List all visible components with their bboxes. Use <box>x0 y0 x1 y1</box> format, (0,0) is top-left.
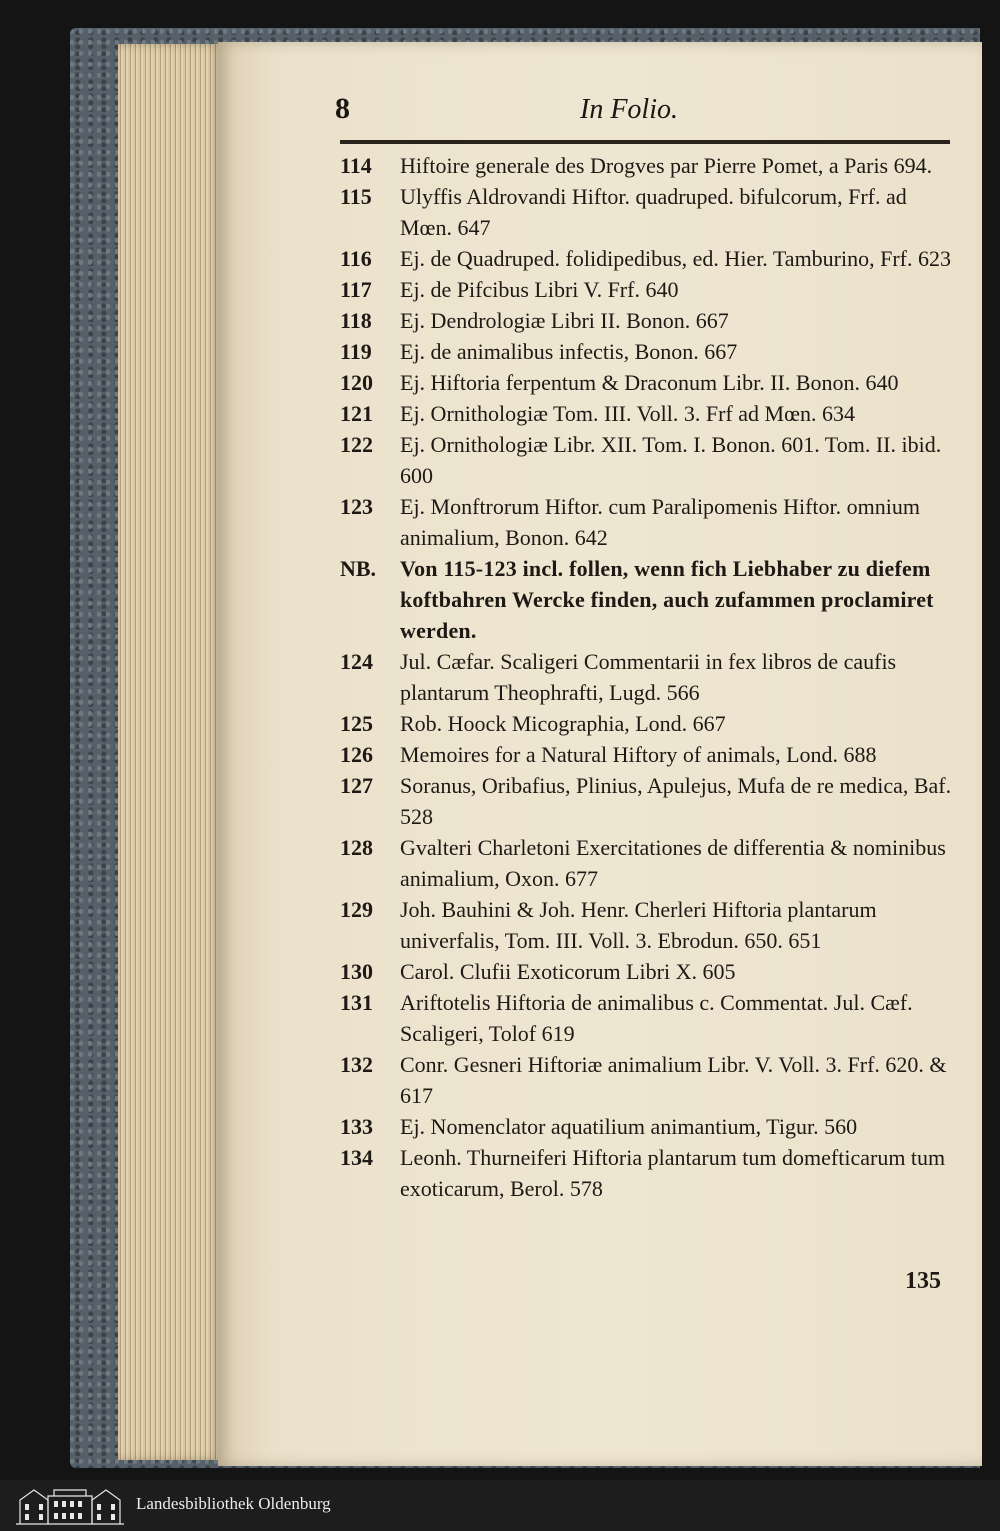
catalog-entry <box>340 429 960 491</box>
entry-number: 125 <box>340 711 373 736</box>
page-number: 8 <box>335 92 350 125</box>
catalog-entry <box>340 398 960 429</box>
entry-text: Leonh. Thurneiferi Hiftoria plantarum tum domefticarum tum exoticarum, Berol. 578 <box>400 1145 946 1201</box>
catalog-entry <box>340 1111 960 1142</box>
page-header <box>335 92 965 136</box>
entry-number: 127 <box>340 773 373 798</box>
catalog-entry <box>340 367 960 398</box>
entry-number: 132 <box>340 1052 373 1077</box>
catalog-entry <box>340 1142 960 1204</box>
entry-text: Ej. Ornithologiæ Tom. III. Voll. 3. Frf ad Mœn. 634 <box>400 401 855 426</box>
entry-text: Ej. Dendrologiæ Libri II. Bonon. 667 <box>400 308 729 333</box>
catalog-entry <box>340 708 960 739</box>
catalog-entry <box>340 305 960 336</box>
library-building-icon <box>14 1484 126 1526</box>
page-edges <box>118 44 222 1460</box>
entry-text: Hiftoire generale des Drogves par Pierre Pomet, a Paris 694. <box>400 153 933 178</box>
entry-text: Gvalteri Charletoni Exercitationes de differentia & nominibus animalium, Oxon. 677 <box>400 835 946 891</box>
catalog-entry <box>340 739 960 770</box>
library-footer <box>0 1480 1000 1531</box>
entry-text: Ej. Monftrorum Hiftor. cum Paralipomenis Hiftor. omnium animalium, Bonon. 642 <box>400 494 920 550</box>
entry-number: 122 <box>340 432 373 457</box>
header-rule <box>340 140 950 144</box>
entry-text: Ej. de Quadruped. folidipedibus, ed. Hier. Tamburino, Frf. 623 <box>400 246 952 271</box>
nota-bene-note <box>340 553 960 646</box>
entry-text: Rob. Hoock Micographia, Lond. 667 <box>400 711 726 736</box>
entry-text: Joh. Bauhini & Joh. Henr. Cherleri Hiftoria plantarum univerfalis, Tom. III. Voll. 3. Ebrodun. 650. 651 <box>400 897 877 953</box>
catchword: 135 <box>905 1268 941 1294</box>
catalog-entry <box>340 894 960 956</box>
nota-bene-label: NB. <box>340 556 377 581</box>
entry-number: 131 <box>340 990 373 1015</box>
catalog-entry <box>340 243 960 274</box>
catalog-entry <box>340 150 960 181</box>
catalog-entries <box>340 150 960 1204</box>
catalog-entry <box>340 770 960 832</box>
entry-number: 126 <box>340 742 373 767</box>
catalog-entry <box>340 956 960 987</box>
entry-number: 117 <box>340 277 372 302</box>
entry-text: Memoires for a Natural Hiftory of animals, Lond. 688 <box>400 742 877 767</box>
catalog-entry <box>340 274 960 305</box>
entry-text: Soranus, Oribafius, Plinius, Apulejus, Mufa de re medica, Baf. 528 <box>400 773 952 829</box>
catalog-entry <box>340 987 960 1049</box>
entry-text: Ej. de animalibus infectis, Bonon. 667 <box>400 339 738 364</box>
catalog-entry <box>340 491 960 553</box>
entry-text: Jul. Cæfar. Scaligeri Commentarii in fex libros de caufis plantarum Theophrafti, Lugd. 566 <box>400 649 897 705</box>
entry-text: Ariftotelis Hiftoria de animalibus c. Commentat. Jul. Cæf. Scaligeri, Tolof 619 <box>400 990 913 1046</box>
entry-text: Carol. Clufii Exoticorum Libri X. 605 <box>400 959 736 984</box>
entry-text: Ulyffis Aldrovandi Hiftor. quadruped. bifulcorum, Frf. ad Mœn. 647 <box>400 184 907 240</box>
nota-bene-text: Von 115-123 incl. follen, wenn fich Liebhaber zu diefem koftbahren Wercke finden, auch zufammen proclamiret werden. <box>400 556 934 643</box>
entry-number: 114 <box>340 153 372 178</box>
entry-number: 124 <box>340 649 373 674</box>
entry-number: 129 <box>340 897 373 922</box>
catalog-entry <box>340 336 960 367</box>
entry-text: Ej. de Pifcibus Libri V. Frf. 640 <box>400 277 679 302</box>
entry-number: 118 <box>340 308 372 333</box>
catalog-entry <box>340 832 960 894</box>
catalog-entry <box>340 181 960 243</box>
entry-text: Ej. Nomenclator aquatilium animantium, Tigur. 560 <box>400 1114 858 1139</box>
entry-number: 123 <box>340 494 373 519</box>
entry-number: 133 <box>340 1114 373 1139</box>
entry-number: 121 <box>340 401 373 426</box>
catalog-entry <box>340 646 960 708</box>
entry-number: 134 <box>340 1145 373 1170</box>
entry-text: Ej. Hiftoria ferpentum & Draconum Libr. II. Bonon. 640 <box>400 370 899 395</box>
entry-number: 120 <box>340 370 373 395</box>
entry-number: 128 <box>340 835 373 860</box>
entry-number: 119 <box>340 339 372 364</box>
entry-number: 116 <box>340 246 372 271</box>
running-title: In Folio. <box>580 94 678 125</box>
entry-number: 130 <box>340 959 373 984</box>
library-name: Landesbibliothek Oldenburg <box>136 1494 331 1513</box>
catalog-entry <box>340 1049 960 1111</box>
entry-text: Conr. Gesneri Hiftoriæ animalium Libr. V. Voll. 3. Frf. 620. & 617 <box>400 1052 947 1108</box>
entry-number: 115 <box>340 184 372 209</box>
entry-text: Ej. Ornithologiæ Libr. XII. Tom. I. Bonon. 601. Tom. II. ibid. 600 <box>400 432 942 488</box>
